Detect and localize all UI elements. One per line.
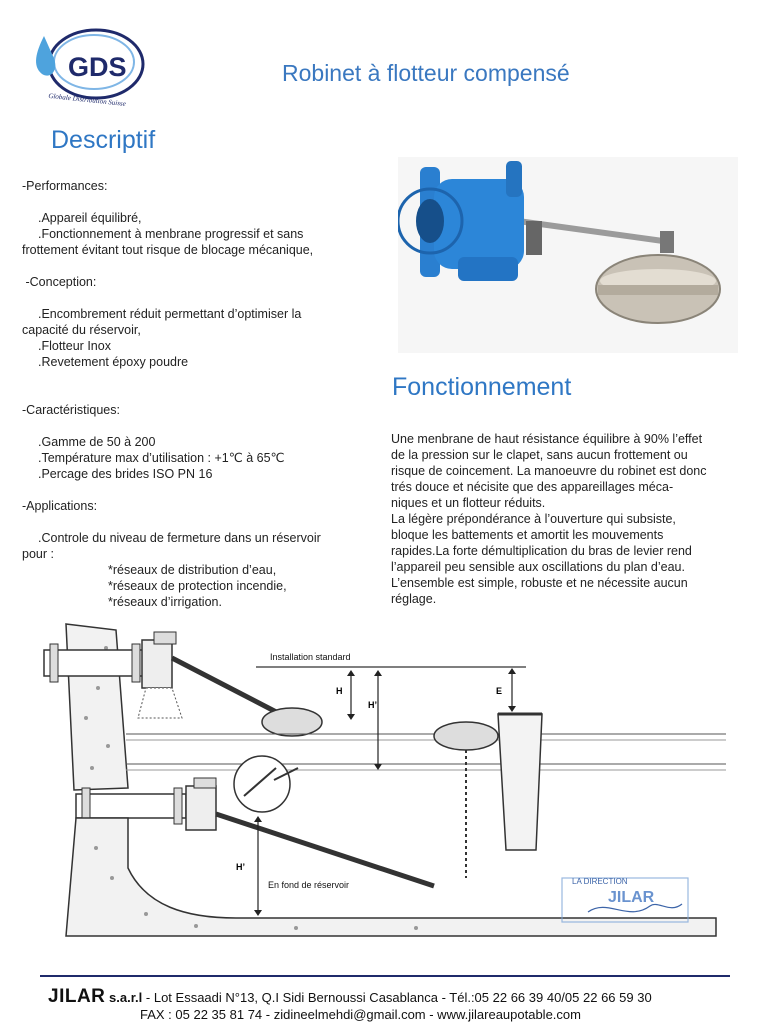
descriptif-body <box>22 178 372 610</box>
label-h: H <box>336 686 343 696</box>
stamp-brand: JILAR <box>608 889 655 906</box>
blank-line <box>22 482 372 498</box>
company-logo <box>30 22 146 110</box>
descriptif-heading: Descriptif <box>51 126 156 154</box>
descriptif-line: .Percage des brides ISO PN 16 <box>38 467 213 481</box>
blank-line <box>22 418 372 434</box>
fonctionnement-line: l’appareil peu sensible aux oscillations du plan d’eau. <box>391 560 685 574</box>
footer-contact: FAX : 05 22 35 81 74 - zidineelmehdi@gmail.com - www.jilareaupotable.com <box>140 1007 581 1022</box>
descriptif-line: *réseaux d’irrigation. <box>108 595 222 609</box>
descriptif-line: -Caractéristiques: <box>22 403 120 417</box>
descriptif-line: *réseaux de distribution d’eau, <box>108 563 277 577</box>
descriptif-line: .Encombrement réduit permettant d’optimiser la <box>38 307 302 321</box>
company-stamp <box>558 868 696 930</box>
fonctionnement-heading: Fonctionnement <box>392 373 572 401</box>
fonctionnement-body <box>391 431 737 607</box>
water-drop-icon <box>36 36 55 76</box>
fonctionnement-line: rapides.La forte démultiplication du bras de levier rend <box>391 544 692 558</box>
fonctionnement-line: Une menbrane de haut résistance équilibre à 90% l’effet <box>391 432 703 446</box>
fonctionnement-line: niques et un flotteur réduits. <box>391 496 546 510</box>
descriptif-line: .Gamme de 50 à 200 <box>38 435 156 449</box>
label-h-prime-top: H’ <box>368 700 377 710</box>
fonctionnement-line: L’ensemble est simple, robuste et ne nécessite aucun <box>391 576 688 590</box>
stamp-title: LA DIRECTION <box>572 877 628 886</box>
descriptif-line: frottement évitant tout risque de blocage mécanique, <box>22 243 314 257</box>
descriptif-line: .Température max d’utilisation : +1℃ à 65℃ <box>38 451 285 465</box>
fonctionnement-line: risque de coincement. La manoeuvre du robinet est donc <box>391 464 707 478</box>
footer-address-text: - Lot Essaadi N°13, Q.I Sidi Bernoussi Casablanca - Tél.:05 22 66 39 40/05 22 66 59 30 <box>142 990 652 1005</box>
descriptif-line: .Appareil équilibré, <box>38 211 142 225</box>
descriptif-line: pour : <box>22 547 54 561</box>
blank-line <box>22 514 372 530</box>
descriptif-line: -Applications: <box>22 499 98 513</box>
blank-line <box>22 386 372 402</box>
descriptif-line: .Controle du niveau de fermeture dans un réservoir <box>38 531 321 545</box>
blank-line <box>22 290 372 306</box>
fonctionnement-line: réglage. <box>391 592 437 606</box>
logo-tagline: Globale Distribution Suisse <box>48 91 127 108</box>
footer-divider <box>40 975 730 977</box>
footer-address <box>48 986 652 1008</box>
footer-brand: JILAR <box>48 986 106 1007</box>
descriptif-line: -Conception: <box>22 275 97 289</box>
label-h-prime-bottom: H’ <box>236 862 245 872</box>
blank-line <box>22 370 372 386</box>
fonctionnement-line: bloque les battements et amortit les mouvements <box>391 528 664 542</box>
product-photo <box>398 157 738 353</box>
descriptif-line: *réseaux de protection incendie, <box>108 579 287 593</box>
descriptif-line: capacité du réservoir, <box>22 323 141 337</box>
label-e: E <box>496 686 503 696</box>
label-installation-standard: Installation standard <box>270 652 351 662</box>
descriptif-line: -Performances: <box>22 179 108 193</box>
descriptif-line: .Fonctionnement à menbrane progressif et sans <box>38 227 304 241</box>
descriptif-line: .Flotteur Inox <box>38 339 111 353</box>
descriptif-line: .Revetement époxy poudre <box>38 355 189 369</box>
logo-text: GDS <box>68 52 127 82</box>
fonctionnement-line: La légère prépondérance à l’ouverture qui subsiste, <box>391 512 676 526</box>
footer-company-suffix: s.a.r.l <box>105 990 143 1005</box>
fonctionnement-line: trés douce et nécisite que des appareillages méca- <box>391 480 674 494</box>
label-fond-reservoir: En fond de réservoir <box>268 880 350 890</box>
blank-line <box>22 194 372 210</box>
fonctionnement-line: de la pression sur le clapet, sans aucun frottement ou <box>391 448 688 462</box>
blank-line <box>22 258 372 274</box>
page-title: Robinet à flotteur compensé <box>282 60 570 86</box>
